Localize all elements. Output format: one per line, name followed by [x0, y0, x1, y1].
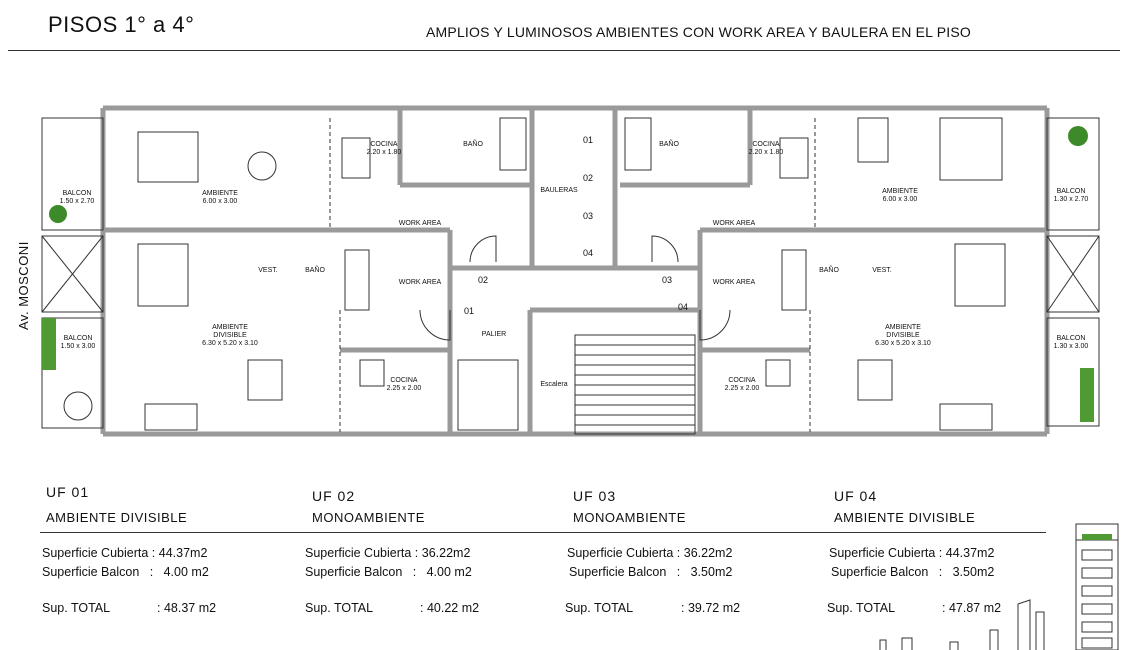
- room-label: Escalera: [540, 381, 568, 388]
- unit-01-total: Sup. TOTAL: [42, 601, 111, 615]
- unit-03-total: Sup. TOTAL: [565, 601, 634, 615]
- plant-icon: [1068, 126, 1088, 146]
- door-number: 02: [477, 275, 488, 285]
- unit-01-total-value: : 48.37 m2: [157, 601, 217, 615]
- room-label: VEST.: [872, 267, 892, 274]
- building-elevation-icon: [830, 520, 1129, 650]
- baulera-number: 02: [582, 173, 593, 183]
- unit-04-balcon: Superficie Balcon : 3.50m2: [831, 565, 995, 579]
- room-label: BAÑO: [659, 141, 679, 148]
- room-label: AMBIENTE 6.00 x 3.00: [202, 190, 238, 205]
- room-label: BALCON 1.30 x 3.00: [1053, 335, 1089, 350]
- unit-02-balcon: Superficie Balcon : 4.00 m2: [305, 565, 472, 579]
- unit-03-balcon: Superficie Balcon : 3.50m2: [569, 565, 733, 579]
- unit-01-balcon: Superficie Balcon : 4.00 m2: [42, 565, 209, 579]
- room-label: WORK AREA: [398, 220, 442, 227]
- unit-02-header: UF 02 MONOAMBIENTE: [312, 488, 425, 525]
- unit-02-cubierta: Superficie Cubierta : 36.22m2: [305, 546, 471, 560]
- room-label: AMBIENTE DIVISIBLE 6.30 x 5.20 x 3.10: [875, 324, 931, 347]
- door-number: 04: [677, 302, 688, 312]
- room-label: BAÑO: [305, 267, 325, 274]
- room-label: COCINA 2.20 x 1.80: [748, 141, 784, 156]
- baulera-number: 03: [582, 211, 593, 221]
- room-label: COCINA 2.20 x 1.80: [366, 141, 402, 156]
- unit-04-total-value: : 47.87 m2: [942, 601, 1002, 615]
- unit-03-total-value: : 39.72 m2: [681, 601, 741, 615]
- room-label: WORK AREA: [398, 279, 442, 286]
- door-number: 03: [661, 275, 672, 285]
- room-label: BALCON 1.30 x 2.70: [1053, 188, 1089, 203]
- room-label: BALCON 1.50 x 2.70: [59, 190, 95, 205]
- room-label: COCINA 2.25 x 2.00: [386, 377, 422, 392]
- room-label: BAÑO: [463, 141, 483, 148]
- room-label: BAULERAS: [540, 187, 578, 194]
- unit-04-cubierta: Superficie Cubierta : 44.37m2: [829, 546, 995, 560]
- unit-02-total: Sup. TOTAL: [305, 601, 374, 615]
- room-label: PALIER: [481, 331, 507, 338]
- baulera-number: 04: [582, 248, 593, 258]
- room-label: WORK AREA: [712, 279, 756, 286]
- room-label: WORK AREA: [712, 220, 756, 227]
- baulera-number: 01: [582, 135, 593, 145]
- unit-04-total: Sup. TOTAL: [827, 601, 896, 615]
- room-label: COCINA 2.25 x 2.00: [724, 377, 760, 392]
- unit-03-header: UF 03 MONOAMBIENTE: [573, 488, 686, 525]
- page-subtitle: AMPLIOS Y LUMINOSOS AMBIENTES CON WORK AREA Y BAULERA EN EL PISO: [426, 24, 971, 40]
- room-label: BAÑO: [819, 267, 839, 274]
- room-label: BALCON 1.50 x 3.00: [60, 335, 96, 350]
- room-label: AMBIENTE 6.00 x 3.00: [882, 188, 918, 203]
- plant-icon: [49, 205, 67, 223]
- page-title: PISOS 1° a 4°: [48, 12, 195, 37]
- room-label: VEST.: [258, 267, 278, 274]
- unit-01-header: UF 01 AMBIENTE DIVISIBLE: [46, 484, 188, 525]
- street-label: Av. MOSCONI: [16, 241, 31, 330]
- room-label: AMBIENTE DIVISIBLE 6.30 x 5.20 x 3.10: [202, 324, 258, 347]
- unit-04-header: UF 04 AMBIENTE DIVISIBLE: [834, 488, 976, 525]
- unit-01-cubierta: Superficie Cubierta : 44.37m2: [42, 546, 208, 560]
- plant-icon: [1080, 368, 1094, 422]
- unit-03-cubierta: Superficie Cubierta : 36.22m2: [567, 546, 733, 560]
- door-number: 01: [463, 306, 474, 316]
- unit-02-total-value: : 40.22 m2: [420, 601, 480, 615]
